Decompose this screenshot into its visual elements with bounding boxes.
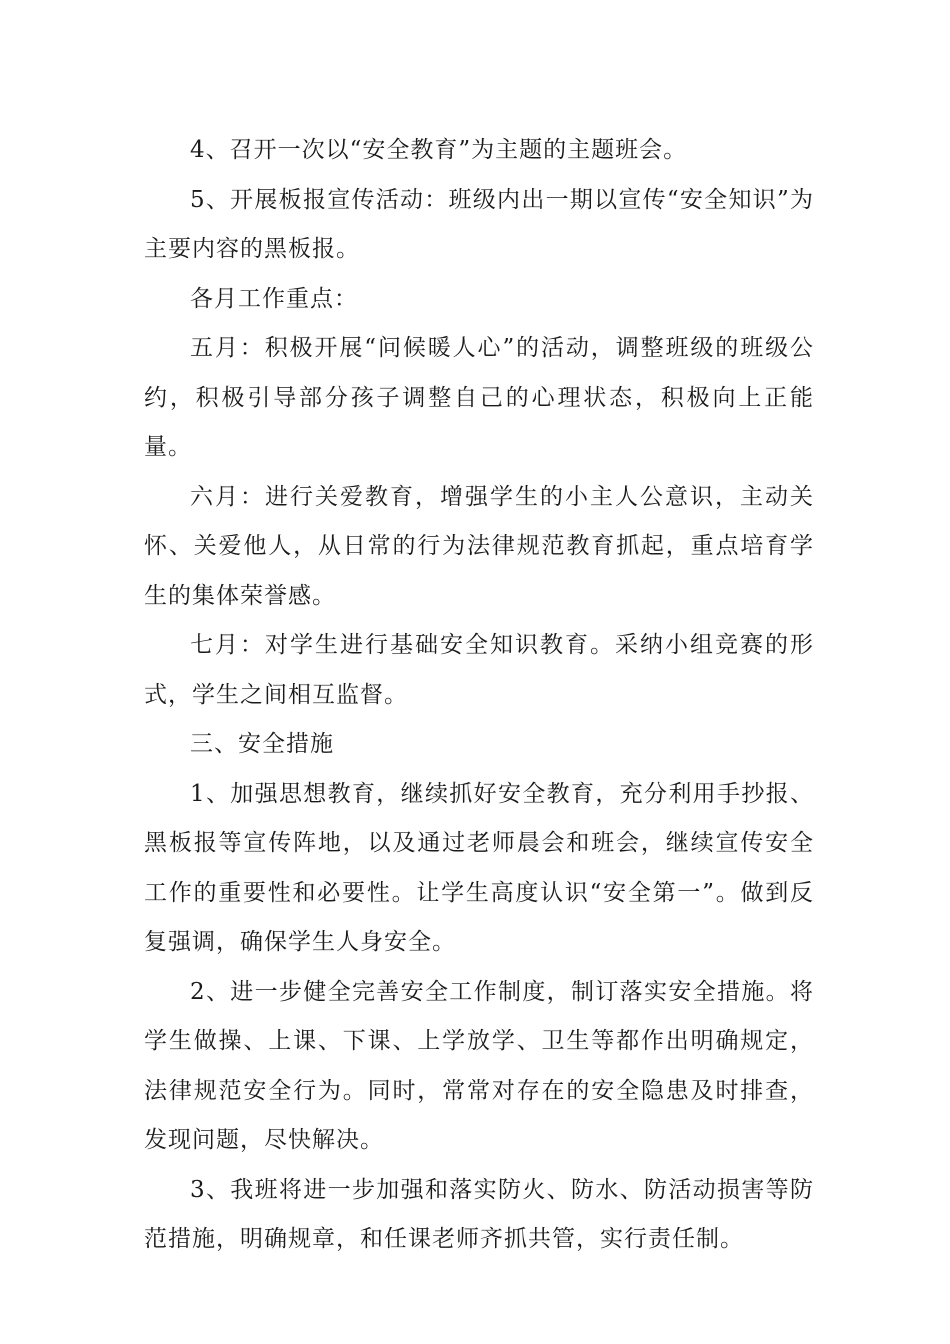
measure-item-1: 1、加强思想教育，继续抓好安全教育，充分利用手抄报、黑板报等宣传阵地，以及通过老师晨会和班会，继续宣传安全工作的重要性和必要性。让学生高度认识“安全第一”。做到反复强调，确保学生人身安全。 [144,780,814,955]
measure-item-2: 2、进一步健全完善安全工作制度，制订落实安全措施。将学生做操、上课、下课、上学放学、卫生等都作出明确规定，法律规范安全行为。同时，常常对存在的安全隐患及时排查，发现问题，尽快解决。 [144,978,814,1153]
paragraph-item-4: 4、召开一次以“安全教育”为主题的主题班会。 [190,137,688,163]
paragraph-july: 七月：对学生进行基础安全知识教育。采纳小组竞赛的形式，学生之间相互监督。 [144,632,814,708]
section-heading-safety-measures: 三、安全措施 [190,731,334,757]
paragraph-may: 五月：积极开展“问候暖人心”的活动，调整班级的班级公约，积极引导部分孩子调整自己的心理状态，积极向上正能量。 [144,335,814,460]
document-body [144,126,814,1265]
monthly-focus-heading: 各月工作重点： [190,285,358,312]
paragraph-item-5: 5、开展板报宣传活动：班级内出一期以宣传“安全知识”为主要内容的黑板报。 [144,186,814,262]
paragraph-june: 六月：进行关爱教育，增强学生的小主人公意识，主动关怀、关爱他人，从日常的行为法律规范教育抓起，重点培育学生的集体荣誉感。 [144,483,814,609]
measure-item-3: 3、我班将进一步加强和落实防火、防水、防活动损害等防范措施，明确规章，和任课老师齐抓共管，实行责任制。 [144,1176,814,1252]
